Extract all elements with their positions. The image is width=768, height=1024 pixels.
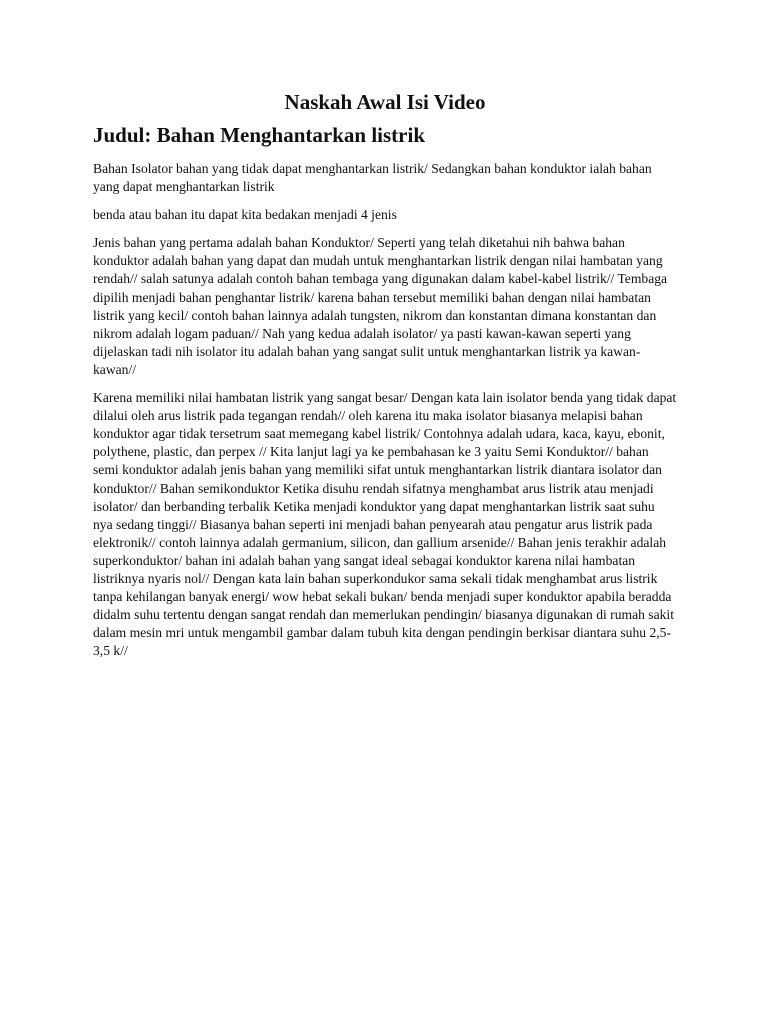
paragraph-conductor: Jenis bahan yang pertama adalah bahan Konduktor/ Seperti yang telah diketahui nih bahwa bahan konduktor adalah bahan yang dapat dan mudah untuk menghantarkan listrik dengan nilai hambatan yang rendah// salah satunya adalah contoh bahan tembaga yang digunakan dalam kabel-kabel listrik// Tembaga dipilih menjadi bahan penghantar listrik/ karena bahan tersebut memiliki bahan dengan nilai hambatan listrik yang kecil/ contoh bahan lainnya adalah tungsten, nikrom dan konstantan dimana konstantan dan nikrom adalah logam paduan// Nah yang kedua adalah isolator/ ya pasti kawan-kawan seperti yang dijelaskan tadi nih isolator itu adalah bahan yang sangat sulit untuk menghantarkan listrik ya kawan-kawan// (93, 235, 668, 377)
document-title: Naskah Awal Isi Video (284, 90, 486, 114)
paragraph-isolator-semiconductor: Karena memiliki nilai hambatan listrik yang sangat besar/ Dengan kata lain isolator benda yang tidak dapat dilalui oleh arus listrik pada tegangan rendah// oleh karena itu maka isolator biasanya melapisi bahan konduktor agar tidak tersetrum saat memegang kabel listrik/ Contohnya adalah udara, kaca, kayu, ebonit, polythene, plastic, dan perpex // Kita lanjut lagi ya ke pembahasan ke 3 yaitu Semi Konduktor// bahan semi konduktor adalah jenis bahan yang memiliki sifat untuk menghantarkan listrik diantara isolator dan konduktor// Bahan semikonduktor Ketika disuhu rendah sifatnya menghambat arus listrik atau menjadi isolator/ dan berbanding terbalik Ketika menjadi konduktor yang dapat menghantarkan listrik saat suhu nya sedang tinggi// Biasanya bahan seperti ini menjadi bahan penyearah atau pengatur arus listrik pada elektronik// contoh lainnya adalah germanium, silicon, dan gallium arsenide// Bahan jenis terakhir adalah superkonduktor/ bahan ini adalah bahan yang sangat ideal sebagai konduktor karena nilai hambatan listriknya nyaris nol// Dengan kata lain bahan superkondukor sama sekali tidak menghambat arus listrik tanpa kehilangan banyak energi/ wow hebat sekali bukan/ benda menjadi super konduktor apabila beradda didalm suhu tertentu dengan sangat rendah dan memerlukan pendingin/ biasanya digunakan di rumah sakit dalam mesin mri untuk mengambil gambar dalam tubuh kita dengan pendingin berkisar diantara suhu 2,5-3,5 k// (93, 390, 677, 659)
paragraph-types: benda atau bahan itu dapat kita bedakan menjadi 4 jenis (93, 207, 397, 223)
paragraph-intro: Bahan Isolator bahan yang tidak dapat menghantarkan listrik/ Sedangkan bahan konduktor ialah bahan yang dapat menghantarkan listrik (93, 161, 652, 195)
document-page (93, 88, 677, 670)
document-subtitle: Judul: Bahan Menghantarkan listrik (93, 123, 426, 147)
